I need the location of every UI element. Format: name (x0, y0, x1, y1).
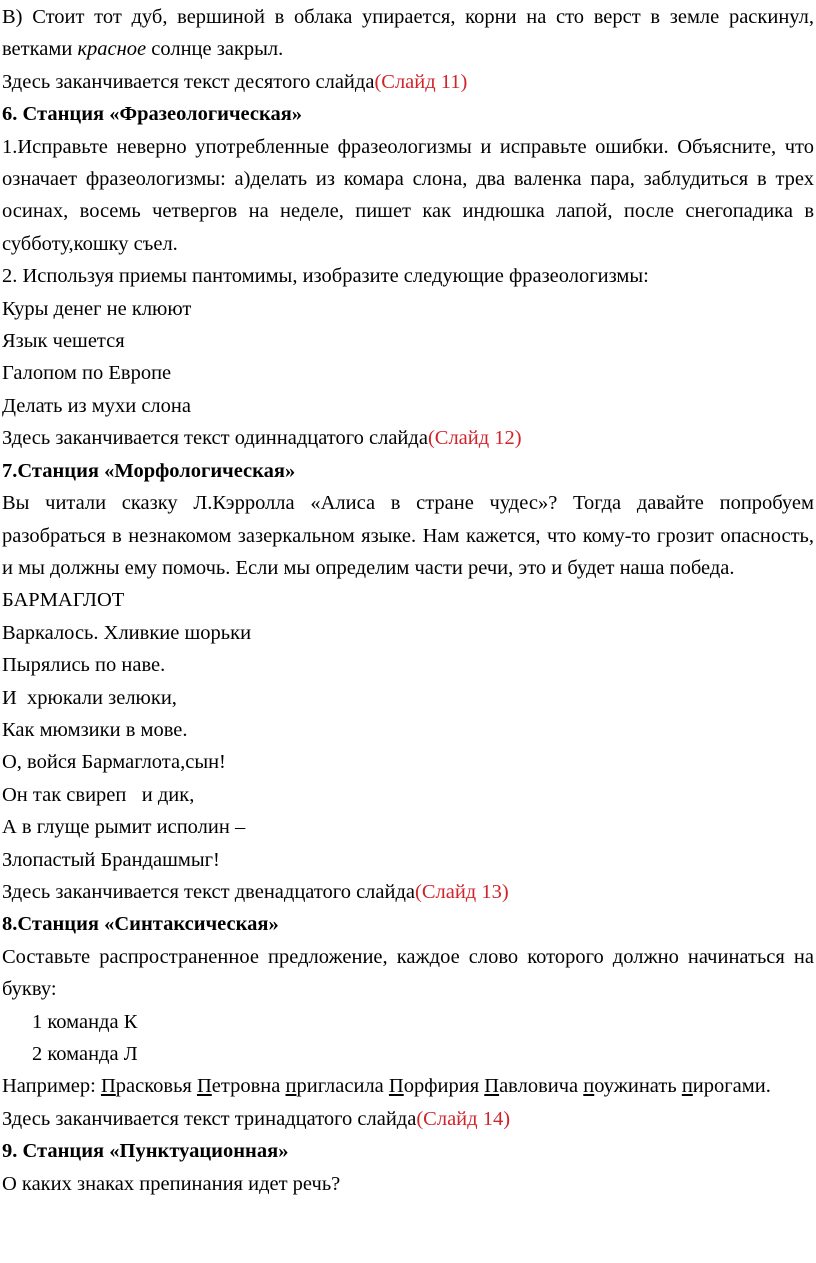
slide-end-note: Здесь заканчивается текст одиннадцатого слайда(Слайд 12) (2, 427, 522, 450)
slide-end-note: Здесь заканчивается текст десятого слайда(Слайд 11) (2, 70, 468, 93)
slide-end-note: Здесь заканчивается текст двенадцатого слайда(Слайд 13) (2, 880, 509, 903)
station9-heading: 9. Станция «Пунктуационная» (2, 1140, 289, 1163)
slide10-answer-paragraph (2, 1, 814, 66)
team-item: 1 команда К (32, 1010, 138, 1033)
answer-text-pre: В) Стоит тот дуб, вершиной в облака упирается, корни на сто верст в земле раскинул, ветками (2, 6, 814, 61)
poem-line: И хрюкали зелюки, (2, 686, 177, 709)
slide-marker: (Слайд 14) (416, 1107, 511, 1130)
station9-question: О каких знаках препинания идет речь? (2, 1172, 341, 1195)
station8-task: Составьте распространенное предложение, каждое слово которого должно начинаться на букву: (2, 945, 814, 1001)
poem-line: А в глуще рымит исполин – (2, 816, 246, 839)
idiom-item: Язык чешется (2, 330, 125, 353)
example-sentence: Например: Прасковья Петровна пригласила Порфирия Павловича поужинать пирогами. (2, 1075, 771, 1098)
slide-marker: (Слайд 13) (415, 880, 509, 903)
idiom-item: Делать из мухи слона (2, 394, 191, 417)
poem-line: Он так свиреп и дик, (2, 783, 195, 806)
poem-title: БАРМАГЛОТ (2, 589, 125, 612)
example-label: Например: (2, 1075, 101, 1098)
slide-marker: (Слайд 11) (374, 70, 468, 93)
slide-marker: (Слайд 12) (427, 427, 522, 450)
station6-task1: 1.Исправьте неверно употребленные фразеологизмы и исправьте ошибки. Объясните, что означает фразеологизмы: а)делать из комара слона, два валенка пара, заблудиться в трех осинах, восемь четвергов на неделе, пишет как индюшка лапой, после снегопадика в субботу,кошку съел. (2, 135, 814, 255)
station7-intro: Вы читали сказку Л.Кэрролла «Алиса в стране чудес»? Тогда давайте попробуем разобраться в незнакомом зазеркальном языке. Нам кажется, что кому-то грозит опасность, и мы должны ему помочь. Если мы определим части речи, это и будет наша победа. (2, 492, 814, 579)
station7-heading: 7.Станция «Морфологическая» (2, 459, 296, 482)
idiom-item: Галопом по Европе (2, 362, 172, 385)
poem-line: Пырялись по наве. (2, 654, 166, 677)
station8-heading: 8.Станция «Синтаксическая» (2, 913, 279, 936)
answer-text-italic: красное (77, 38, 147, 61)
idiom-item: Куры денег не клюют (2, 297, 192, 320)
poem-line: Как мюмзики в мове. (2, 718, 188, 741)
poem-line: Злопастый Брандашмыг! (2, 848, 220, 871)
answer-text-post: солнце закрыл. (146, 38, 284, 61)
slide-end-note: Здесь заканчивается текст тринадцатого слайда(Слайд 14) (2, 1107, 511, 1130)
document-page (0, 1, 816, 1263)
station6-task2: 2. Используя приемы пантомимы, изобразите следующие фразеологизмы: (2, 265, 649, 288)
poem-line: О, войся Бармаглота,сын! (2, 751, 226, 774)
poem-line: Варкалось. Хливкие шорьки (2, 621, 252, 644)
station6-heading: 6. Станция «Фразеологическая» (2, 103, 303, 126)
team-item: 2 команда Л (32, 1043, 138, 1065)
